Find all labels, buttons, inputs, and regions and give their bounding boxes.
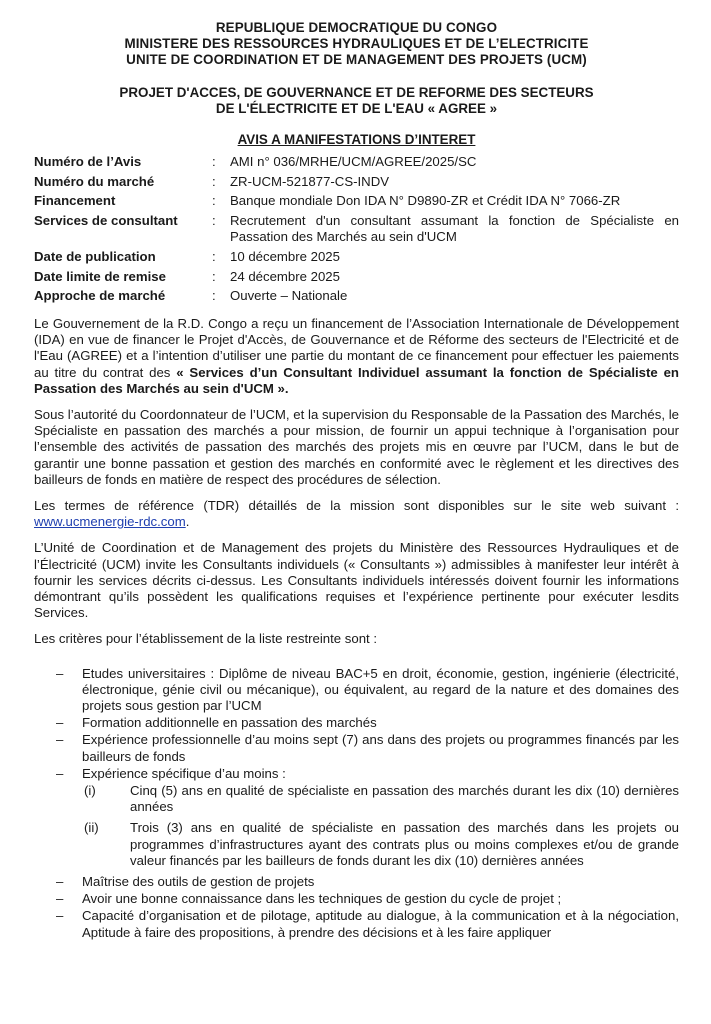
- header-ministry: MINISTERE DES RESSOURCES HYDRAULIQUES ET DE L’ELECTRICITE: [124, 36, 589, 52]
- header-unit: UNITE DE COORDINATION ET DE MANAGEMENT DES PROJETS (UCM): [126, 52, 587, 68]
- meta-value: 10 décembre 2025: [230, 248, 340, 264]
- meta-colon: :: [212, 212, 216, 228]
- list-item: [34, 766, 679, 869]
- meta-label: Date limite de remise: [34, 268, 166, 284]
- paragraph-mission: Sous l’autorité du Coordonnateur de l’UCM, et la supervision du Responsable de la Passation des Marchés, le Spécialiste en passation des marchés a pour mission, de fournir un appui technique à l’organisation pour l’ensemble des activités de passation des marchés des projets mis en œuvre par l’UCM, dans le but de garantir une bonne passation et gestion des marchés en conformité avec le règlement et les directives des bailleurs de fonds en matière de respect des procédures de sélection.: [34, 406, 679, 487]
- meta-colon: :: [212, 153, 216, 169]
- website-link[interactable]: www.ucmenergie-rdc.com: [34, 514, 186, 530]
- project-title-line2: DE L'ÉLECTRICITE ET DE L'EAU « AGREE »: [215, 101, 498, 117]
- list-item: [34, 715, 679, 731]
- dash-bullet: –: [56, 908, 64, 924]
- meta-row: [34, 249, 679, 269]
- criterion-education: Etudes universitaires : Diplôme de niveau BAC+5 en droit, économie, gestion, ingénierie (électricité, électronique, génie civil ou mécanique), ou équivalent, au regard de la nature et des domaines des projets sous gestion par l’UCM: [82, 665, 679, 713]
- list-item: [34, 874, 679, 890]
- sub-item-number: (ii): [84, 820, 99, 836]
- sub-item-text: Cinq (5) ans en qualité de spécialiste en passation des marchés durant les dix (10) dernières années: [130, 783, 679, 815]
- meta-colon: :: [212, 248, 216, 264]
- meta-label: Numéro du marché: [34, 173, 155, 189]
- sub-item-text: Trois (3) ans en qualité de spécialiste en passation des marchés dans les projets ou programmes d’infrastructures ayant des contrats plus ou moins complexes et/ou de grande valeur financés par les bailleurs de fonds durant les dix (10) dernières années: [130, 820, 679, 868]
- criterion-training: Formation additionnelle en passation des marchés: [82, 715, 377, 731]
- notice-meta-table: [34, 154, 679, 308]
- sub-list-item: [82, 783, 679, 815]
- list-item: [34, 666, 679, 715]
- criteria-list: [34, 666, 679, 941]
- list-item: [34, 891, 679, 907]
- dash-bullet: –: [56, 665, 64, 681]
- meta-label: Date de publication: [34, 248, 156, 264]
- dash-bullet: –: [56, 732, 64, 748]
- header-block: [34, 20, 679, 69]
- paragraph-tdr: [34, 498, 679, 530]
- sub-item-number: (i): [84, 783, 96, 799]
- header-country: REPUBLIQUE DEMOCRATIQUE DU CONGO: [215, 20, 498, 35]
- meta-row: [34, 269, 679, 289]
- criteria-intro: Les critères pour l’établissement de la liste restreinte sont :: [34, 631, 378, 647]
- sub-criteria-list: [82, 783, 679, 869]
- criterion-project-cycle: Avoir une bonne connaissance dans les techniques de gestion du cycle de projet ;: [82, 891, 562, 907]
- criterion-organisation: Capacité d’organisation et de pilotage, aptitude au dialogue, à la communication et à la négociation, Aptitude à faire des propositions, à prendre des décisions et à les faire appliquer: [82, 908, 679, 940]
- meta-label: Services de consultant: [34, 212, 178, 228]
- meta-row: [34, 154, 679, 174]
- criterion-experience: Expérience professionnelle d’au moins sept (7) ans dans des projets ou programmes financés par les bailleurs de fonds: [82, 732, 679, 764]
- paragraph-financing-text: Le Gouvernement de la R.D. Congo a reçu un financement de l’Association Internationale de Développement (IDA) en vue de financer le Projet d'Accès, de Gouvernance et de Réforme des secteurs de l'Electricité et de l'Eau (AGREE) et a l’intention d’utiliser une partie du montant de ce financement pour effectuer les paiements au titre du contrat des: [34, 315, 679, 380]
- notice-title: AVIS A MANIFESTATIONS D’INTERET: [237, 131, 476, 147]
- paragraph-financing: [34, 316, 679, 397]
- meta-value: AMI n° 036/MRHE/UCM/AGREE/2025/SC: [230, 153, 477, 169]
- project-title: [34, 85, 679, 118]
- meta-value: ZR-UCM-521877-CS-INDV: [230, 173, 390, 189]
- dash-bullet: –: [56, 715, 64, 731]
- dash-bullet: –: [56, 765, 64, 781]
- meta-row: [34, 213, 679, 249]
- meta-row: [34, 288, 679, 308]
- meta-value: Banque mondiale Don IDA N° D9890-ZR et Crédit IDA N° 7066-ZR: [230, 193, 621, 209]
- meta-label: Approche de marché: [34, 288, 166, 304]
- meta-colon: :: [212, 288, 216, 304]
- list-item: [34, 732, 679, 764]
- meta-colon: :: [212, 173, 216, 189]
- meta-label: Numéro de l’Avis: [34, 153, 142, 169]
- sub-list-item: [82, 820, 679, 869]
- meta-row: [34, 174, 679, 194]
- document-page: [34, 20, 679, 942]
- project-title-line1: PROJET D'ACCES, DE GOUVERNANCE ET DE REFORME DES SECTEURS: [119, 84, 594, 100]
- meta-value: 24 décembre 2025: [230, 268, 340, 284]
- dash-bullet: –: [56, 874, 64, 890]
- paragraph-tdr-text: Les termes de référence (TDR) détaillés de la mission sont disponibles sur le site web suivant :: [34, 497, 679, 513]
- meta-value: Ouverte – Nationale: [230, 288, 348, 304]
- paragraph-tdr-end: .: [185, 514, 190, 530]
- paragraph-financing-bold: « Services d’un Consultant Individuel assumant la fonction de Spécialiste en Passation des Marchés au sein d'UCM ».: [34, 364, 679, 396]
- criterion-tools: Maîtrise des outils de gestion de projets: [82, 874, 315, 890]
- meta-value: Recrutement d'un consultant assumant la fonction de Spécialiste en Passation des Marchés au sein d'UCM: [230, 212, 679, 245]
- meta-label: Financement: [34, 193, 116, 209]
- meta-colon: :: [212, 268, 216, 284]
- meta-colon: :: [212, 193, 216, 209]
- list-item: [34, 908, 679, 940]
- dash-bullet: –: [56, 891, 64, 907]
- criterion-specific-experience: Expérience spécifique d’au moins :: [82, 765, 286, 781]
- paragraph-invitation: L’Unité de Coordination et de Management des projets du Ministère des Ressources Hydrauliques et de l’Électricité (UCM) invite les Consultants individuels (« Consultants ») admissibles à manifester leur intérêt à fournir les services décrits ci-dessus. Les Consultants individuels intéressés doivent fournir les informations démontrant qu’ils possèdent les qualifications requises et l’expérience pertinente pour exécuter lesdits Services.: [34, 540, 679, 621]
- meta-row: [34, 193, 679, 213]
